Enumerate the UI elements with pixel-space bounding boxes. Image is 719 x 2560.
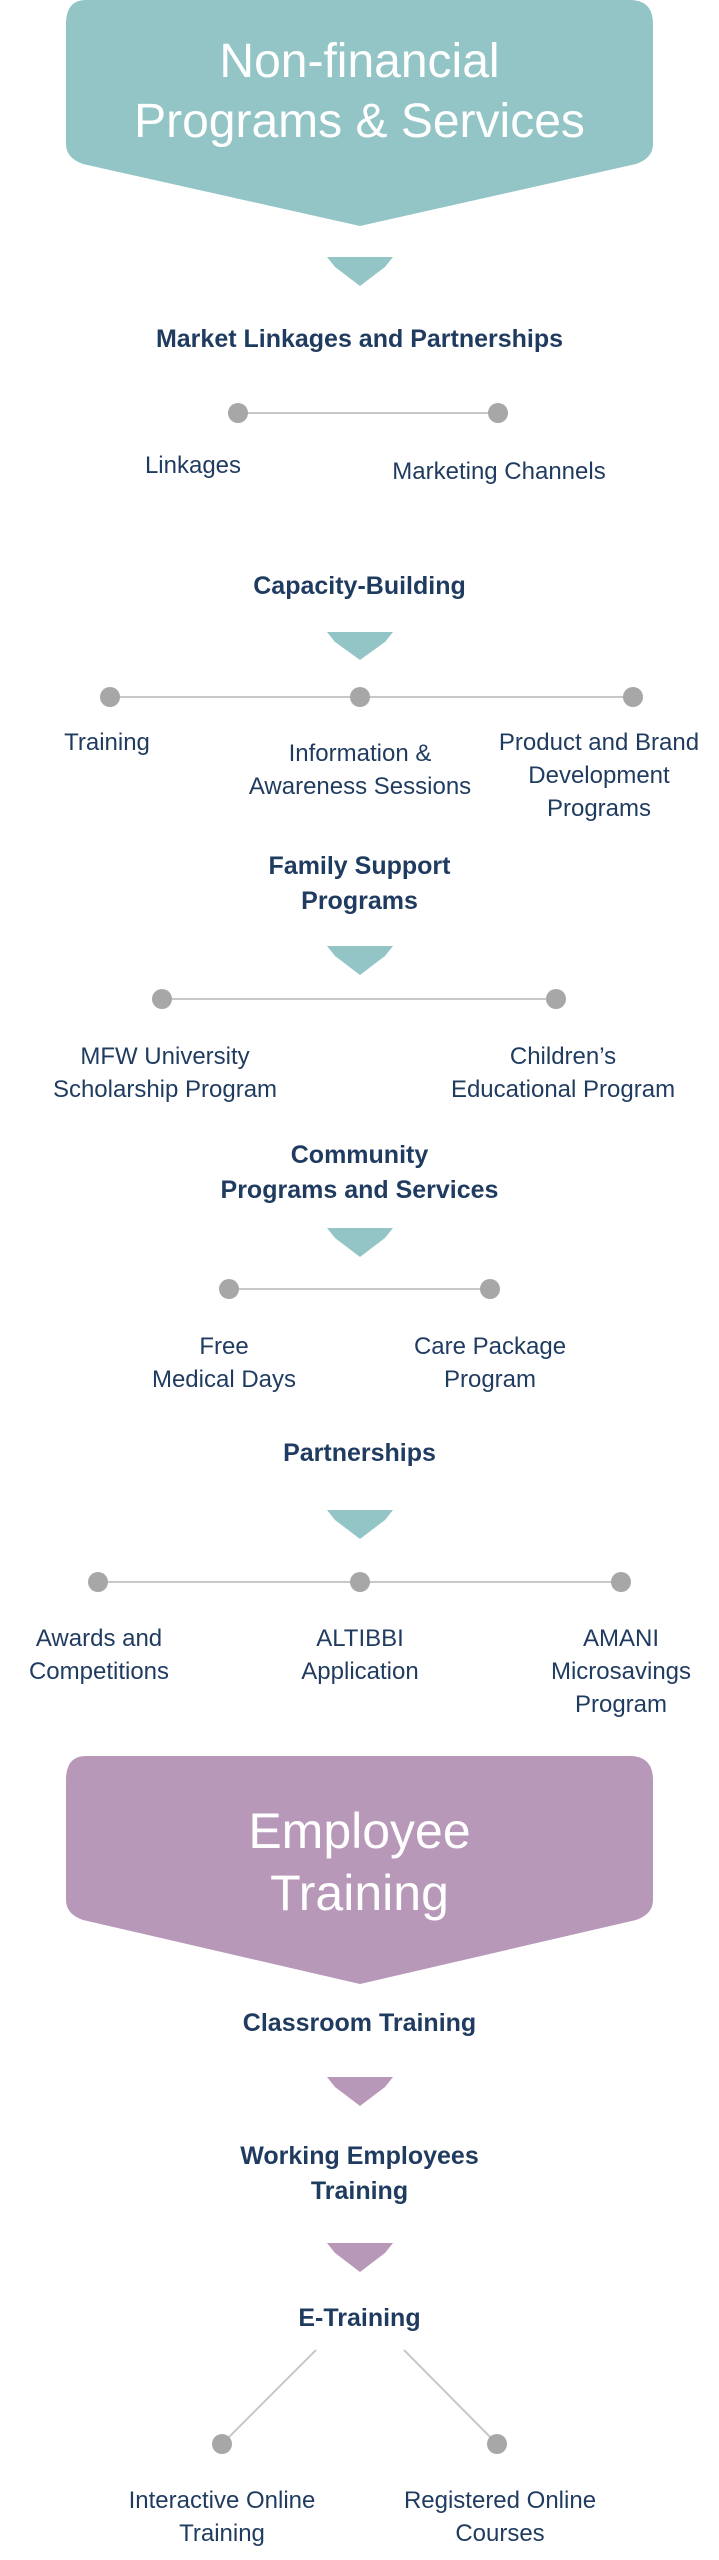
community-item-2: Care Package Program — [413, 1333, 567, 1393]
family-item-2: Children’s Educational Program — [450, 1043, 676, 1103]
etraining-item-1: Interactive Online Training — [128, 2487, 316, 2547]
community-node-1 — [219, 1279, 239, 1299]
chevron-icon-7 — [327, 2243, 393, 2272]
capacity-item-3: Product and Brand Development Programs — [498, 729, 700, 822]
market-node-1 — [228, 403, 248, 423]
capacity-title: Capacity-Building — [253, 572, 466, 600]
classroom-title: Classroom Training — [242, 2009, 477, 2037]
community-item-1: Free Medical Days — [151, 1333, 297, 1393]
market-title: Market Linkages and Partnerships — [155, 325, 564, 353]
partnerships-node-1 — [88, 1572, 108, 1592]
family-item-1: MFW University Scholarship Program — [52, 1043, 278, 1103]
working-title: Working Employees Training — [240, 2142, 479, 2205]
etraining-item-2: Registered Online Courses — [403, 2487, 597, 2547]
community-node-2 — [480, 1279, 500, 1299]
etraining-node-2 — [487, 2434, 507, 2454]
partnerships-title: Partnerships — [283, 1439, 436, 1467]
family-node-1 — [152, 989, 172, 1009]
etraining-connector-left — [222, 2350, 316, 2444]
banner-1-title: Non-financial Programs & Services — [134, 35, 585, 148]
partnerships-node-2 — [350, 1572, 370, 1592]
partnerships-node-3 — [611, 1572, 631, 1592]
capacity-node-1 — [100, 687, 120, 707]
chevron-icon-5 — [327, 1510, 393, 1539]
etraining-title: E-Training — [298, 2304, 421, 2332]
market-item-1: Linkages — [144, 452, 242, 479]
partnerships-item-2: ALTIBBI Application — [301, 1625, 419, 1685]
family-node-2 — [546, 989, 566, 1009]
capacity-item-2: Information & Awareness Sessions — [248, 740, 472, 800]
etraining-node-1 — [212, 2434, 232, 2454]
banner-2-title: Employee Training — [248, 1803, 471, 1921]
community-title: Community Programs and Services — [220, 1141, 499, 1204]
market-item-2: Marketing Channels — [392, 458, 606, 485]
chevron-icon-3 — [327, 946, 393, 975]
market-node-2 — [488, 403, 508, 423]
capacity-item-1: Training — [64, 729, 150, 756]
etraining-connector-right — [404, 2350, 497, 2444]
chevron-icon-4 — [327, 1228, 393, 1257]
chevron-icon-1 — [327, 257, 393, 286]
family-title: Family Support Programs — [268, 852, 451, 915]
chevron-icon-6 — [327, 2077, 393, 2106]
partnerships-item-3: AMANI Microsavings Program — [550, 1625, 692, 1718]
chevron-icon-2 — [327, 632, 393, 660]
capacity-node-3 — [623, 687, 643, 707]
capacity-node-2 — [350, 687, 370, 707]
partnerships-item-1: Awards and Competitions — [28, 1625, 170, 1685]
